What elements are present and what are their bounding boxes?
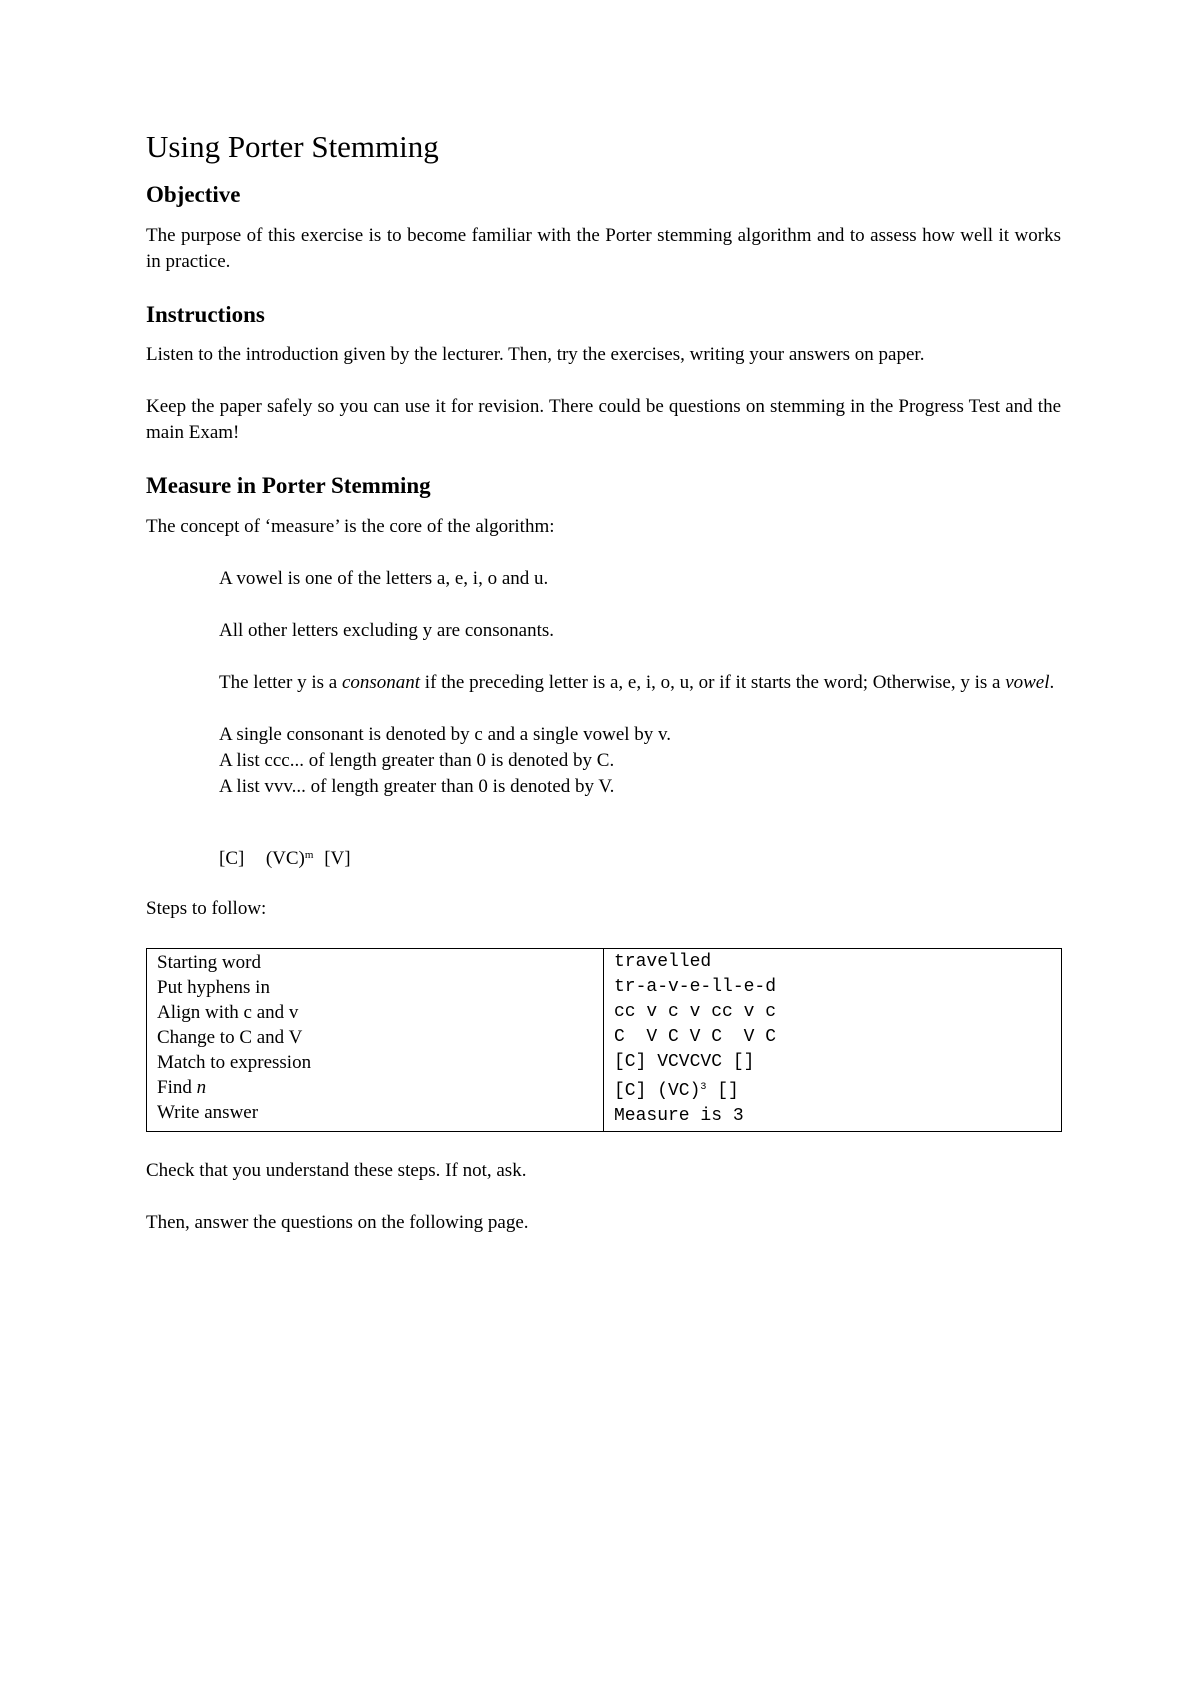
measure-heading: Measure in Porter Stemming [146, 473, 431, 499]
y-rule-vowel: vowel [1005, 671, 1050, 693]
check-text: Check that you understand these steps. If not, ask. [146, 1159, 527, 1181]
step-labels-column [147, 948, 604, 1131]
step-value: C V C V C V C [614, 1026, 777, 1047]
step-value-find-n [614, 1075, 1051, 1104]
step-value-exponent: 3 [700, 1081, 707, 1093]
formula-exponent: m [304, 848, 314, 861]
y-rule-part1: The letter y is a [219, 671, 342, 693]
notation-block [219, 722, 1061, 800]
instructions-paragraph-2: Keep the paper safely so you can use it for revision. There could be questions on stemming in the Progress Test and the main Exam! [146, 396, 1061, 444]
objective-heading: Objective [146, 182, 241, 208]
step-label: Change to C and V [157, 1026, 303, 1048]
step-label: Starting word [157, 951, 261, 973]
instructions-paragraph-1: Listen to the introduction given by the lecturer. Then, try the exercises, writing your answers on paper. [146, 344, 925, 366]
instructions-heading: Instructions [146, 301, 265, 327]
formula-end: [V] [313, 847, 351, 869]
steps-table [146, 948, 1062, 1132]
step-value: [C] VCVCVC [] [614, 1051, 755, 1072]
step-value: cc v c v cc v c [614, 1001, 777, 1022]
step-label-find-n [157, 1075, 593, 1100]
y-rule [219, 670, 1061, 696]
y-rule-part2: if the preceding letter is a, e, i, o, u, or if it starts the word; Otherwise, y is a [420, 671, 1006, 693]
step-value: travelled [614, 951, 712, 972]
step-value-end: [] [706, 1080, 739, 1101]
consonant-definition: All other letters excluding y are consonants. [219, 619, 555, 641]
measure-intro: The concept of ‘measure’ is the core of the algorithm: [146, 515, 555, 537]
step-values-column [604, 948, 1062, 1131]
step-label: Put hyphens in [157, 976, 270, 998]
page-title: Using Porter Stemming [146, 129, 439, 164]
document-page [146, 128, 1061, 1262]
objective-text: The purpose of this exercise is to become familiar with the Porter stemming algorithm and to assess how well it works in practice. [146, 224, 1061, 272]
vowel-definition: A vowel is one of the letters a, e, i, o and u. [219, 567, 549, 589]
y-rule-consonant: consonant [341, 671, 421, 693]
y-rule-end: . [1049, 671, 1055, 693]
step-value: Measure is 3 [614, 1105, 744, 1126]
measure-formula [219, 848, 1061, 870]
steps-intro: Steps to follow: [146, 897, 267, 919]
step-label-italic: n [196, 1076, 207, 1098]
step-label: Match to expression [157, 1051, 312, 1073]
step-label: Find [157, 1076, 197, 1098]
notation-line: A list ccc... of length greater than 0 is denoted by C. [219, 749, 615, 771]
notation-line: A single consonant is denoted by c and a single vowel by v. [219, 723, 672, 745]
notation-line: A list vvv... of length greater than 0 is denoted by V. [219, 775, 615, 797]
then-text: Then, answer the questions on the following page. [146, 1211, 529, 1233]
formula-base: [C] (VC) [219, 847, 305, 869]
step-label: Align with c and v [157, 1001, 299, 1023]
step-value: [C] (VC) [614, 1080, 701, 1101]
step-value: tr-a-v-e-ll-e-d [614, 976, 777, 997]
step-label: Write answer [157, 1101, 259, 1123]
